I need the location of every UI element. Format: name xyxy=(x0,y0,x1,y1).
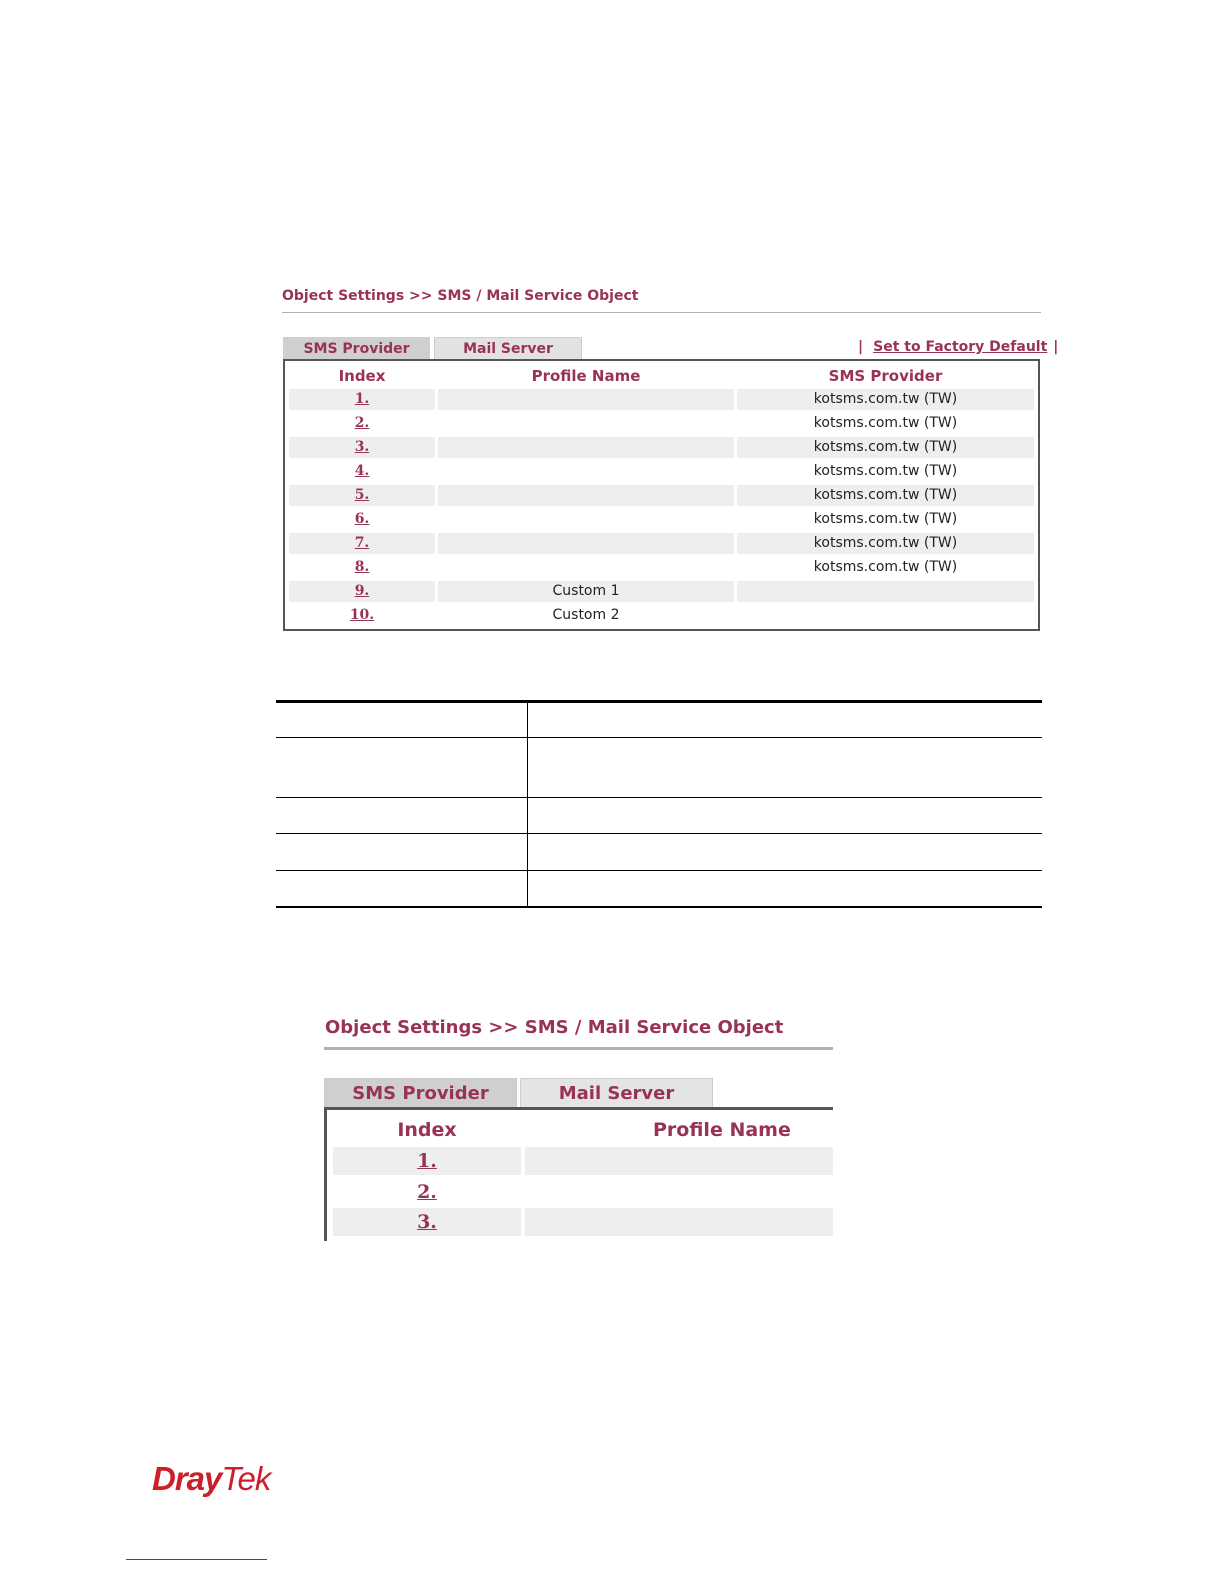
sms-provider-cell: kotsms.com.tw (TW) xyxy=(813,415,958,431)
profile-name-cell: Custom 2 xyxy=(552,607,620,623)
table-row xyxy=(289,581,1034,602)
factory-default-area xyxy=(858,339,1058,355)
tab-sms-provider[interactable]: SMS Provider xyxy=(283,337,430,359)
logo-text-tek: Tek xyxy=(221,1460,271,1497)
column-header-index: Index xyxy=(338,367,386,385)
footer-divider xyxy=(126,1559,267,1560)
profile-name-cell xyxy=(525,1208,833,1236)
index-link[interactable]: 8. xyxy=(354,559,370,575)
sms-provider-cell: kotsms.com.tw (TW) xyxy=(737,389,1034,410)
index-link[interactable]: 4. xyxy=(354,463,370,479)
profile-name-cell xyxy=(438,389,734,410)
sms-provider-cell xyxy=(737,581,1034,602)
index-link[interactable]: 3. xyxy=(417,1211,437,1233)
profile-name-cell xyxy=(438,413,734,434)
table-row xyxy=(333,1147,833,1175)
param-table-top-rule xyxy=(276,700,1042,703)
table-row xyxy=(289,389,1034,410)
column-header-index: Index xyxy=(397,1119,457,1141)
profile-name-cell xyxy=(438,509,734,530)
index-link[interactable]: 10. xyxy=(349,607,375,623)
param-table-row-rule xyxy=(276,737,1042,738)
table-row xyxy=(289,485,1034,506)
table-row xyxy=(333,1208,833,1236)
index-link[interactable]: 9. xyxy=(354,583,370,599)
sms-provider-cell: kotsms.com.tw (TW) xyxy=(813,559,958,575)
table-border-left xyxy=(324,1107,327,1241)
index-link[interactable]: 5. xyxy=(354,487,370,503)
breadcrumb-divider xyxy=(282,312,1041,313)
sms-provider-cell: kotsms.com.tw (TW) xyxy=(737,437,1034,458)
sms-provider-cell: kotsms.com.tw (TW) xyxy=(813,511,958,527)
index-link[interactable]: 2. xyxy=(354,415,370,431)
profile-name-cell: Custom 1 xyxy=(438,581,734,602)
profile-name-cell xyxy=(438,461,734,482)
table-row xyxy=(289,437,1034,458)
tab-mail-server[interactable]: Mail Server xyxy=(434,337,582,359)
tab-mail-server[interactable]: Mail Server xyxy=(520,1078,713,1108)
tab-sms-provider[interactable]: SMS Provider xyxy=(324,1078,517,1108)
profile-name-cell xyxy=(438,557,734,578)
index-link[interactable]: 7. xyxy=(354,535,370,551)
table-row xyxy=(333,1178,833,1206)
profile-name-cell xyxy=(438,485,734,506)
draytek-logo xyxy=(152,1460,270,1498)
param-table-row-rule xyxy=(276,870,1042,871)
page-breadcrumb: Object Settings >> SMS / Mail Service Object xyxy=(282,288,639,304)
separator-left: | xyxy=(858,339,864,355)
separator-right: | xyxy=(1053,339,1059,355)
column-header-profile-name: Profile Name xyxy=(653,1119,791,1141)
table-row xyxy=(289,413,1034,434)
sms-provider-cell xyxy=(737,605,1034,626)
index-link[interactable]: 1. xyxy=(354,391,370,407)
profile-name-cell xyxy=(438,437,734,458)
param-table-bottom-rule xyxy=(276,906,1042,908)
param-table-row-rule xyxy=(276,797,1042,798)
table-row xyxy=(289,557,1034,578)
profile-name-cell xyxy=(525,1178,833,1206)
sms-provider-cell: kotsms.com.tw (TW) xyxy=(737,533,1034,554)
param-table-column-divider xyxy=(527,702,528,907)
breadcrumb-divider xyxy=(324,1047,833,1050)
table-row xyxy=(289,605,1034,626)
sms-provider-cell: kotsms.com.tw (TW) xyxy=(737,485,1034,506)
index-link[interactable]: 2. xyxy=(417,1181,437,1203)
column-header-sms-provider: SMS Provider xyxy=(828,367,943,385)
profile-name-cell xyxy=(438,533,734,554)
page-breadcrumb-zoomed: Object Settings >> SMS / Mail Service Object xyxy=(325,1017,784,1038)
index-link[interactable]: 3. xyxy=(354,439,370,455)
column-header-profile-name: Profile Name xyxy=(531,367,641,385)
sms-provider-cell: kotsms.com.tw (TW) xyxy=(813,463,958,479)
profile-name-cell xyxy=(525,1147,833,1175)
index-link[interactable]: 1. xyxy=(417,1150,437,1172)
table-row xyxy=(289,461,1034,482)
index-link[interactable]: 6. xyxy=(354,511,370,527)
table-row xyxy=(289,509,1034,530)
table-border-top xyxy=(324,1107,833,1110)
set-to-factory-default-link[interactable]: Set to Factory Default xyxy=(873,339,1048,355)
table-row xyxy=(289,533,1034,554)
logo-text-dray: Dray xyxy=(152,1460,222,1497)
param-table-row-rule xyxy=(276,833,1042,834)
